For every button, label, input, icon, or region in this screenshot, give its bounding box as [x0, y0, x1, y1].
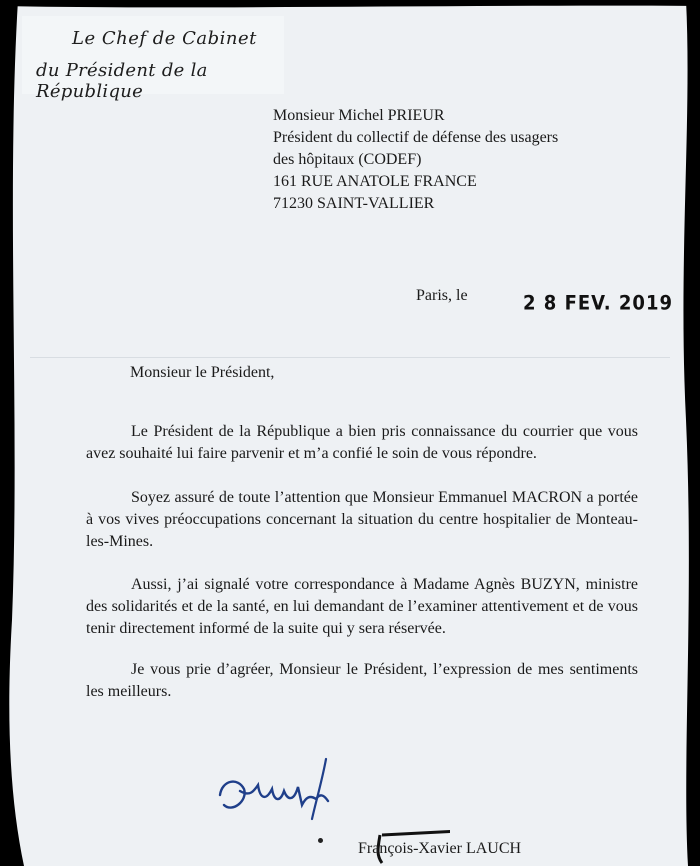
recipient-name: Monsieur Michel PRIEUR	[273, 107, 445, 124]
recipient-street: 161 RUE ANATOLE FRANCE	[273, 173, 477, 190]
letterhead-seal	[22, 16, 284, 102]
letterhead-line-2: du Président de la République	[36, 60, 208, 102]
paragraph-1: Le Président de la République a bien pris connaissance du courrier que vous avez souhaité lui faire parvenir et m’a confié le soin de vous répondre.	[86, 423, 638, 462]
date-stamp: 2 8 FEV. 2019	[523, 291, 673, 316]
paragraph-2: Soyez assuré de toute l’attention que Monsieur Emmanuel MACRON a portée à vos vives préoccupations concernant la situation du centre hospitalier de Monteau-les-Mines.	[86, 489, 638, 550]
paragraph-3: Aussi, j’ai signalé votre correspondance à Madame Agnès BUZYN, ministre des solidarités et de la santé, en lui demandant de l’examiner attentivement et de vous tenir directement informé de la suite qui y sera réservée.	[86, 576, 638, 637]
salutation: Monsieur le Président,	[130, 364, 275, 381]
recipient-organization: des hôpitaux (CODEF)	[273, 151, 422, 168]
recipient-address	[273, 105, 673, 215]
fold-line	[30, 357, 670, 358]
recipient-city: 71230 SAINT-VALLIER	[273, 195, 435, 212]
letterhead-line-1: Le Chef de Cabinet	[72, 28, 257, 49]
date-place: Paris, le	[416, 287, 468, 304]
paragraph-4: Je vous prie d’agréer, Monsieur le Président, l’expression de mes sentiments les meilleurs.	[86, 661, 638, 700]
ink-dot	[318, 838, 323, 843]
signatory-name: François-Xavier LAUCH	[358, 840, 522, 857]
recipient-title: Président du collectif de défense des usagers	[273, 129, 559, 146]
